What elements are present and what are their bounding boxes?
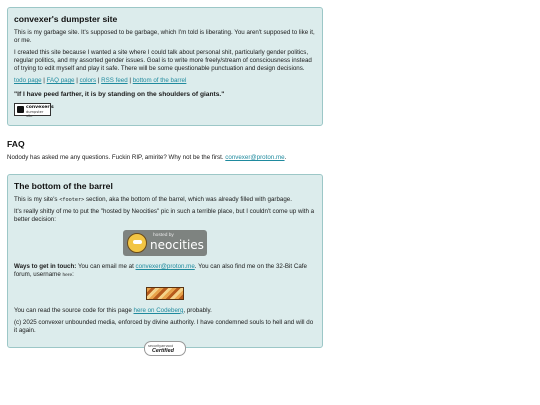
badge-logo-icon: [17, 106, 24, 113]
footer-line1: [14, 196, 316, 204]
contact-small: here: [62, 273, 73, 279]
source-pre: You can read the source code for this page: [14, 306, 132, 314]
footer-line1-post: section, aka the bottom of the barrel, which was already filled with garbage.: [85, 196, 292, 204]
header-box: [7, 7, 323, 126]
neocities-big-text: neocities: [150, 238, 204, 253]
contact-end: :: [72, 271, 74, 279]
nav-link-rss[interactable]: RSS feed: [101, 77, 128, 85]
neocities-badge[interactable]: [123, 230, 207, 256]
contact-pre: You can email me at: [77, 263, 134, 271]
site-badge[interactable]: [14, 103, 54, 118]
neocities-cat-icon: [127, 233, 147, 253]
faq-text: [7, 154, 337, 162]
cafe-wrap: [14, 284, 316, 307]
nav-links: [14, 77, 316, 85]
source-post: , probably.: [183, 306, 212, 314]
about-text: I created this site because I wanted a site where I could talk about personal shit, particularly gender politics, regular politics, and my assorted gender issues. Goal is to write more freely/stream of consciousness instead of trying to edit myself and play it safe. There will be some questionable punctuation and design decisions.: [14, 49, 312, 73]
intro-text: This is my garbage site. It's supposed to be garbage, which I'm told is liberating. You aren't supposed to like it, or me.: [14, 29, 315, 45]
source-line: [14, 307, 316, 315]
cafe-badge-icon[interactable]: [146, 287, 184, 300]
footer-box: [7, 174, 323, 355]
neocities-wrap: [14, 228, 316, 263]
faq-heading: FAQ: [7, 139, 25, 149]
contact-post: . You can also find me on the 32-Bit Cafe forum, username: [14, 263, 307, 279]
nav-link-todo[interactable]: todo page: [14, 77, 42, 85]
nav-separator: |: [76, 77, 78, 85]
copyright: (c) 2025 convexer unbounded media, enforced by divine authority. I have condemned souls to hell and will do it again.: [14, 318, 314, 334]
nav-link-colors[interactable]: colors: [79, 77, 97, 85]
contact-email-link[interactable]: convexer@proton.me: [135, 263, 195, 271]
nav-separator: |: [43, 77, 45, 85]
footer-title: The bottom of the barrel: [14, 181, 113, 191]
codeberg-link[interactable]: here on Codeberg: [133, 306, 184, 314]
nav-link-bottom[interactable]: bottom of the barrel: [132, 77, 187, 85]
site-title: convexer's dumpster site: [14, 14, 118, 24]
cert-wrap: [14, 339, 316, 359]
contact-label: Ways to get in touch:: [14, 263, 77, 271]
cert-line2: Certified: [152, 348, 174, 355]
faq-section: [7, 139, 337, 162]
footer-line1-pre: This is my site's: [14, 196, 58, 204]
nav-separator: |: [129, 77, 131, 85]
faq-end: .: [284, 154, 287, 162]
nav-link-faq[interactable]: FAQ page: [46, 77, 75, 85]
badge-line2: dumpster site: [26, 109, 44, 118]
badge-line1: convexer's: [26, 105, 54, 111]
footer-line2: It's really shitty of me to put the "hosted by Neocities" pic in such a terrible place, but I couldn't come up with a better decision:: [14, 208, 315, 224]
cert-line1: securityarnacci: [148, 343, 174, 349]
faq-email-link[interactable]: convexer@proton.me: [225, 154, 285, 162]
faq-body: Nodody has asked me any questions. Fuckin RIP, amirite? Why not be the first.: [7, 154, 224, 162]
nav-separator: |: [97, 77, 100, 85]
quote: "If I have peed farther, it is by standing on the shoulders of giants.": [14, 90, 225, 98]
neocities-small-text: hosted by: [153, 233, 174, 239]
contact-line: [14, 263, 316, 279]
footer-code-tag: <footer>: [59, 197, 85, 204]
certified-badge[interactable]: [144, 341, 186, 356]
